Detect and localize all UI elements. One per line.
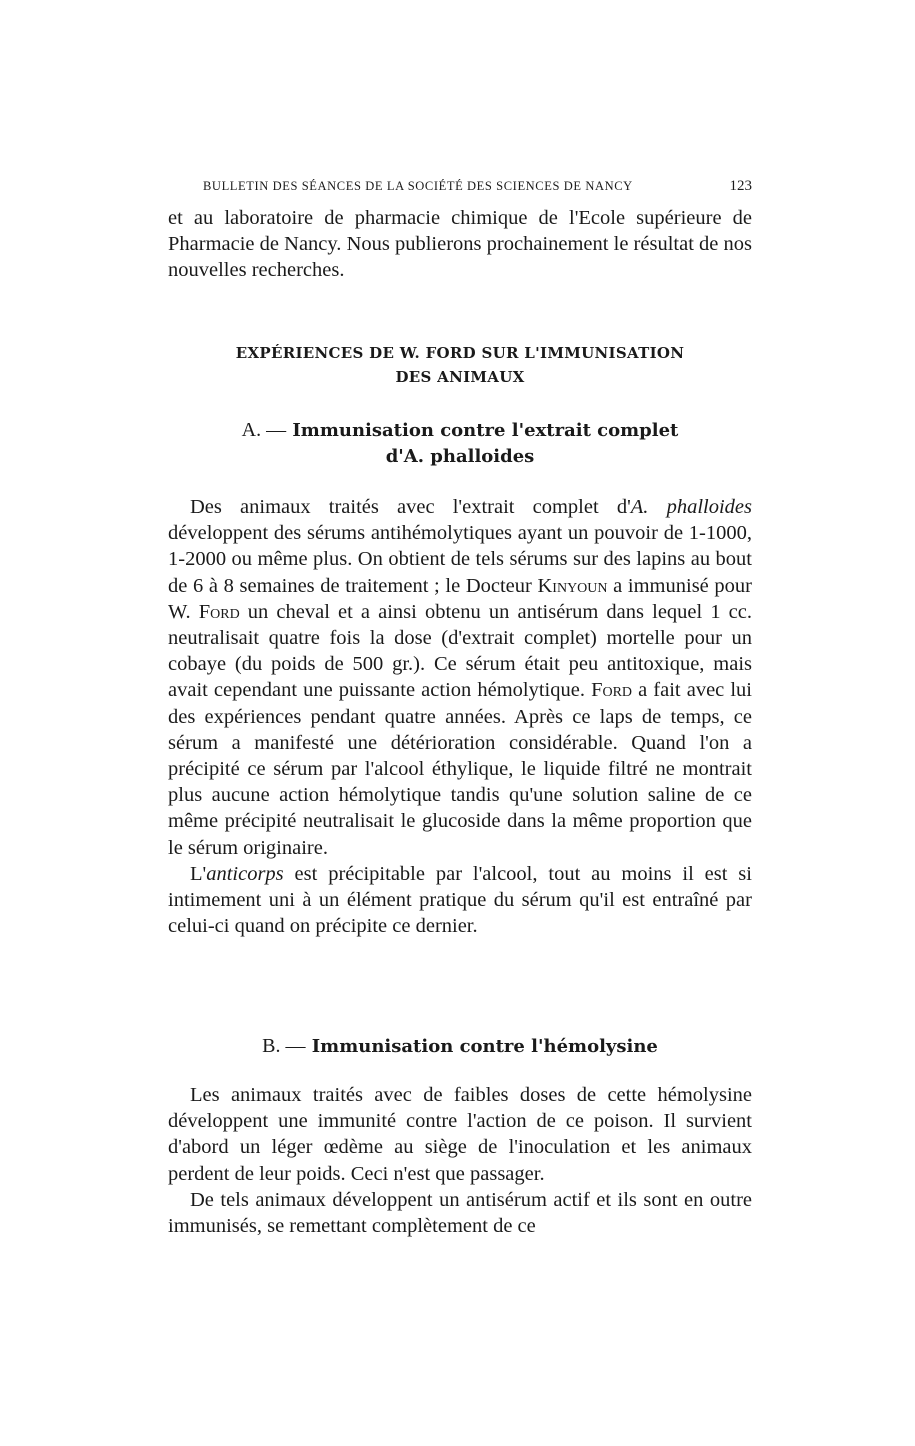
section-b-title: Immunisation contre l'hémolysine	[311, 1036, 658, 1057]
main-heading	[168, 341, 752, 389]
text-run: Des animaux traités avec l'extrait complet d'	[190, 496, 631, 518]
running-head-title: BULLETIN DES SÉANCES DE LA SOCIÉTÉ DES SCIENCES DE NANCY	[203, 179, 633, 193]
page-number: 123	[729, 178, 752, 194]
text-run: a fait avec lui des expériences pendant quatre années. Après ce laps de temps, ce sérum a manifesté une détérioration considérable. Quand l'on a précipité ce sérum par l'alcool éthylique, le liquide filtré ne montrait plus aucune action hémolytique tandis qu'une solution saline de ce même précipité neutralisait le glucoside dans la même proportion que le sérum originaire.	[168, 679, 752, 859]
section-a-title-line2: d'A. phalloides	[385, 446, 535, 467]
running-head	[203, 178, 752, 195]
section-a-heading	[168, 417, 752, 470]
section-a-prefix: A. —	[241, 419, 287, 441]
section-a-heading-line1	[168, 417, 752, 444]
text-run: développent des sérums antihémolytiques ayant un pouvoir de 1-1000, 1-2000 ou même plus. On obtient de tels sérums sur des lapins au bout de 6 à 8 semaines de traitement ; le Docteur	[168, 522, 752, 597]
section-a-body	[168, 494, 752, 939]
section-a-title-line1: Immunisation contre l'extrait complet	[292, 420, 679, 441]
section-a-paragraph-1	[168, 494, 752, 861]
section-b-body	[168, 1082, 752, 1239]
continuation-text: et au laboratoire de pharmacie chimique de l'Ecole supérieure de Pharmacie de Nancy. Nous publierons prochainement le résultat de nos nouvelles recherches.	[168, 207, 752, 282]
person-name: Ford	[198, 600, 240, 623]
text-run: a immunisé pour W.	[168, 574, 752, 623]
section-a-paragraph-2	[168, 861, 752, 940]
person-name: Ford	[591, 679, 633, 702]
person-name: Kinyoun	[537, 574, 608, 597]
text-run: un cheval et a ainsi obtenu un antisérum dans lequel 1 cc. neutralisait quatre fois la dose (d'extrait complet) mortelle pour un cobaye (du poids de 500 gr.). Ce sérum était peu antitoxique, mais avait cependant une puissante action hémolytique.	[168, 600, 753, 702]
main-heading-line2: DES ANIMAUX	[395, 368, 525, 386]
section-b-heading	[168, 1033, 752, 1060]
main-heading-line1: EXPÉRIENCES DE W. FORD SUR L'IMMUNISATION	[235, 344, 685, 362]
emphasized-term: anticorps	[206, 862, 284, 885]
text-run: est précipitable par l'alcool, tout au moins il est si intimement uni à un élément pratique du sérum qu'il est entraîné par celui-ci quand on précipite ce dernier.	[168, 862, 752, 938]
section-b-prefix: B. —	[262, 1035, 306, 1057]
continuation-paragraph	[168, 205, 752, 284]
text-run: L'	[190, 862, 207, 885]
species-name: A. phalloides	[630, 496, 752, 518]
section-b-paragraph-1: Les animaux traités avec de faibles doses de cette hémolysine développent une immunité contre l'action de ce poison. Il survient d'abord un léger œdème au siège de l'inoculation et les animaux perdent de leur poids. Ceci n'est que passager.	[168, 1084, 752, 1185]
section-b-paragraph-2: De tels animaux développent un antisérum actif et ils sont en outre immunisés, se remettant complètement de ce	[168, 1188, 752, 1238]
